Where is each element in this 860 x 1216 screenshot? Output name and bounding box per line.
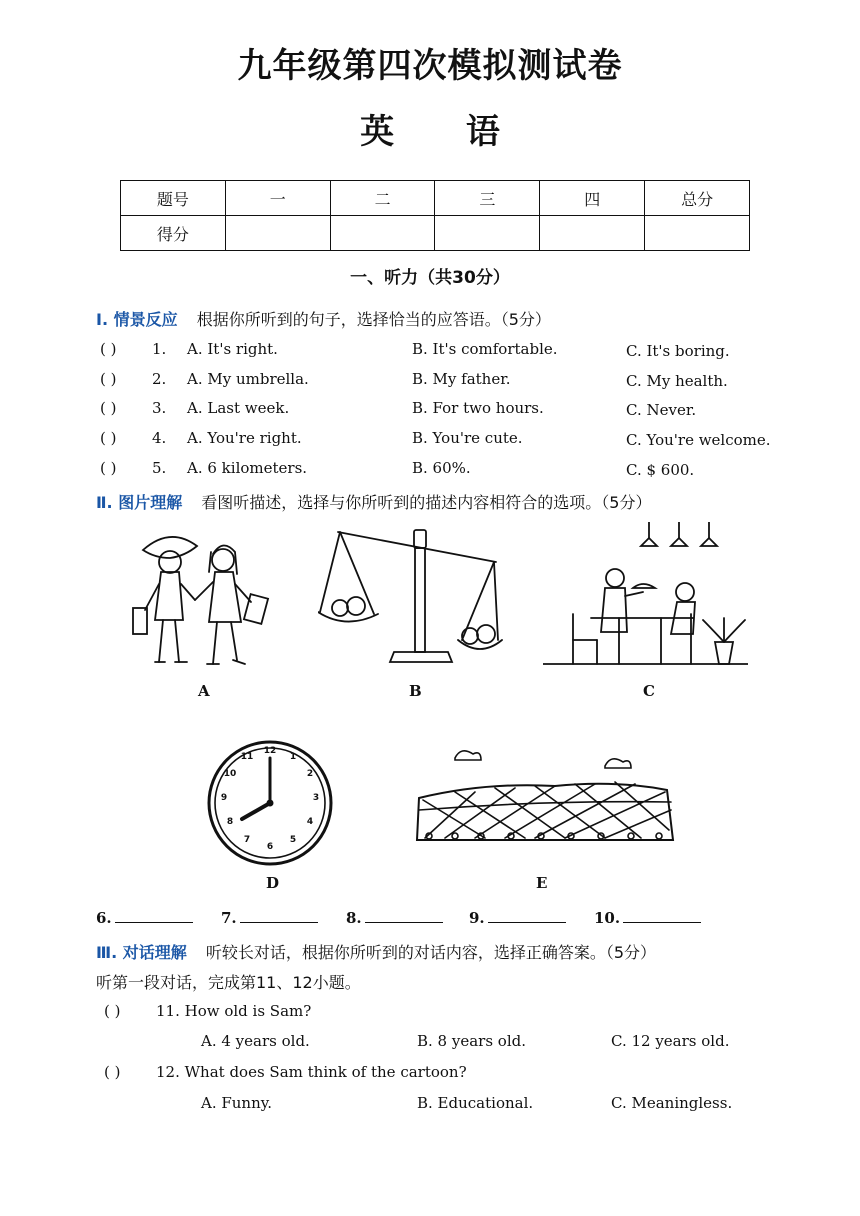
score-input-cell[interactable] — [435, 216, 540, 251]
score-table — [120, 180, 750, 251]
exam-title: 九年级第四次模拟测试卷 — [237, 46, 623, 86]
option-b: B. For two hours. — [412, 399, 544, 417]
subject-title: 英 语 — [360, 112, 530, 152]
section-instruction: 听较长对话，根据你所听到的对话内容，选择正确答案。（5分） — [205, 943, 657, 962]
option-b: B. You're cute. — [412, 429, 523, 447]
score-input-cell[interactable] — [225, 216, 330, 251]
answer-line[interactable] — [594, 908, 701, 927]
clock-number: 6 — [266, 842, 274, 852]
score-cell: 四 — [540, 181, 645, 216]
score-input-cell[interactable] — [330, 216, 435, 251]
option-a: A. Funny. — [201, 1094, 273, 1112]
answer-blank[interactable]: ( ) — [100, 459, 117, 477]
blank-number: 8. — [346, 909, 362, 927]
blank-number: 6. — [96, 909, 112, 927]
answer-line[interactable] — [469, 908, 566, 927]
score-cell: 得分 — [121, 216, 226, 251]
picture-label-b: B — [409, 682, 422, 700]
clock-number: 11 — [240, 752, 254, 762]
score-cell: 三 — [435, 181, 540, 216]
picture-a-shopping-girls — [125, 522, 275, 672]
option-a: A. 6 kilometers. — [187, 459, 308, 477]
section-instruction: 看图听描述，选择与你所听到的描述内容相符合的选项。（5分） — [201, 493, 652, 512]
option-c: C. You're welcome. — [626, 431, 771, 449]
score-cell: 一 — [225, 181, 330, 216]
picture-e-stadium — [415, 740, 675, 852]
option-a: A. You're right. — [187, 429, 302, 447]
option-b: B. 60%. — [412, 459, 471, 477]
question-stem: 11. How old is Sam? — [156, 1002, 312, 1020]
section-heading — [96, 490, 651, 513]
option-a: A. It's right. — [187, 340, 278, 358]
option-b: B. Educational. — [417, 1094, 534, 1112]
answer-blank[interactable]: ( ) — [100, 340, 117, 358]
section-label: Ⅲ. 对话理解 — [96, 943, 187, 962]
clock-number: 5 — [289, 835, 297, 845]
option-a: A. 4 years old. — [201, 1032, 310, 1050]
answer-blank[interactable]: ( ) — [104, 1002, 121, 1020]
section-label: Ⅱ. 图片理解 — [96, 493, 183, 512]
answer-line[interactable] — [96, 908, 193, 927]
clock-number: 7 — [243, 835, 251, 845]
option-c: C. Meaningless. — [611, 1094, 733, 1112]
section-heading — [96, 307, 551, 330]
score-table-score-row — [121, 216, 750, 251]
score-cell: 二 — [330, 181, 435, 216]
answer-line[interactable] — [346, 908, 443, 927]
question-number: 4. — [152, 429, 167, 447]
clock-number: 8 — [226, 817, 234, 827]
clock-number: 10 — [223, 769, 237, 779]
section-instruction: 根据你所听到的句子，选择恰当的应答语。（5分） — [196, 310, 551, 329]
clock-number: 1 — [289, 752, 297, 762]
question-number: 5. — [152, 459, 167, 477]
score-input-cell[interactable] — [540, 216, 645, 251]
score-cell: 题号 — [121, 181, 226, 216]
answer-line[interactable] — [221, 908, 318, 927]
picture-label-d: D — [266, 874, 280, 892]
answer-blank[interactable]: ( ) — [100, 370, 117, 388]
dialogue-lead: 听第一段对话，完成第11、12小题。 — [96, 973, 361, 992]
score-table-header-row — [121, 181, 750, 216]
question-number: 2. — [152, 370, 167, 388]
picture-label-e: E — [536, 874, 548, 892]
question-number: 3. — [152, 399, 167, 417]
picture-c-restaurant — [543, 522, 748, 672]
clock-number: 4 — [306, 817, 314, 827]
section-heading — [96, 940, 656, 963]
score-input-cell[interactable] — [645, 216, 750, 251]
clock-number: 12 — [263, 746, 277, 756]
option-b: B. It's comfortable. — [412, 340, 558, 358]
option-b: B. 8 years old. — [417, 1032, 526, 1050]
answer-blank[interactable]: ( ) — [104, 1063, 121, 1081]
option-a: A. My umbrella. — [187, 370, 309, 388]
blank-number: 7. — [221, 909, 237, 927]
option-c: C. It's boring. — [626, 342, 730, 360]
option-b: B. My father. — [412, 370, 511, 388]
blank-number: 10. — [594, 909, 621, 927]
part-title: 一、听力（共30分） — [350, 268, 510, 288]
clock-number: 9 — [220, 793, 228, 803]
picture-label-a: A — [198, 682, 210, 700]
blank-number: 9. — [469, 909, 485, 927]
option-c: C. My health. — [626, 372, 728, 390]
score-cell: 总分 — [645, 181, 750, 216]
picture-label-c: C — [643, 682, 655, 700]
option-c: C. 12 years old. — [611, 1032, 730, 1050]
question-number: 1. — [152, 340, 167, 358]
picture-b-scale — [318, 522, 503, 672]
question-stem: 12. What does Sam think of the cartoon? — [156, 1063, 467, 1081]
option-c: C. Never. — [626, 401, 697, 419]
section-label: Ⅰ. 情景反应 — [96, 310, 178, 329]
answer-blank[interactable]: ( ) — [100, 429, 117, 447]
clock-number: 3 — [312, 793, 320, 803]
option-a: A. Last week. — [187, 399, 290, 417]
picture-d-clock — [205, 738, 335, 868]
clock-number: 2 — [306, 769, 314, 779]
option-c: C. $ 600. — [626, 461, 695, 479]
answer-blank[interactable]: ( ) — [100, 399, 117, 417]
